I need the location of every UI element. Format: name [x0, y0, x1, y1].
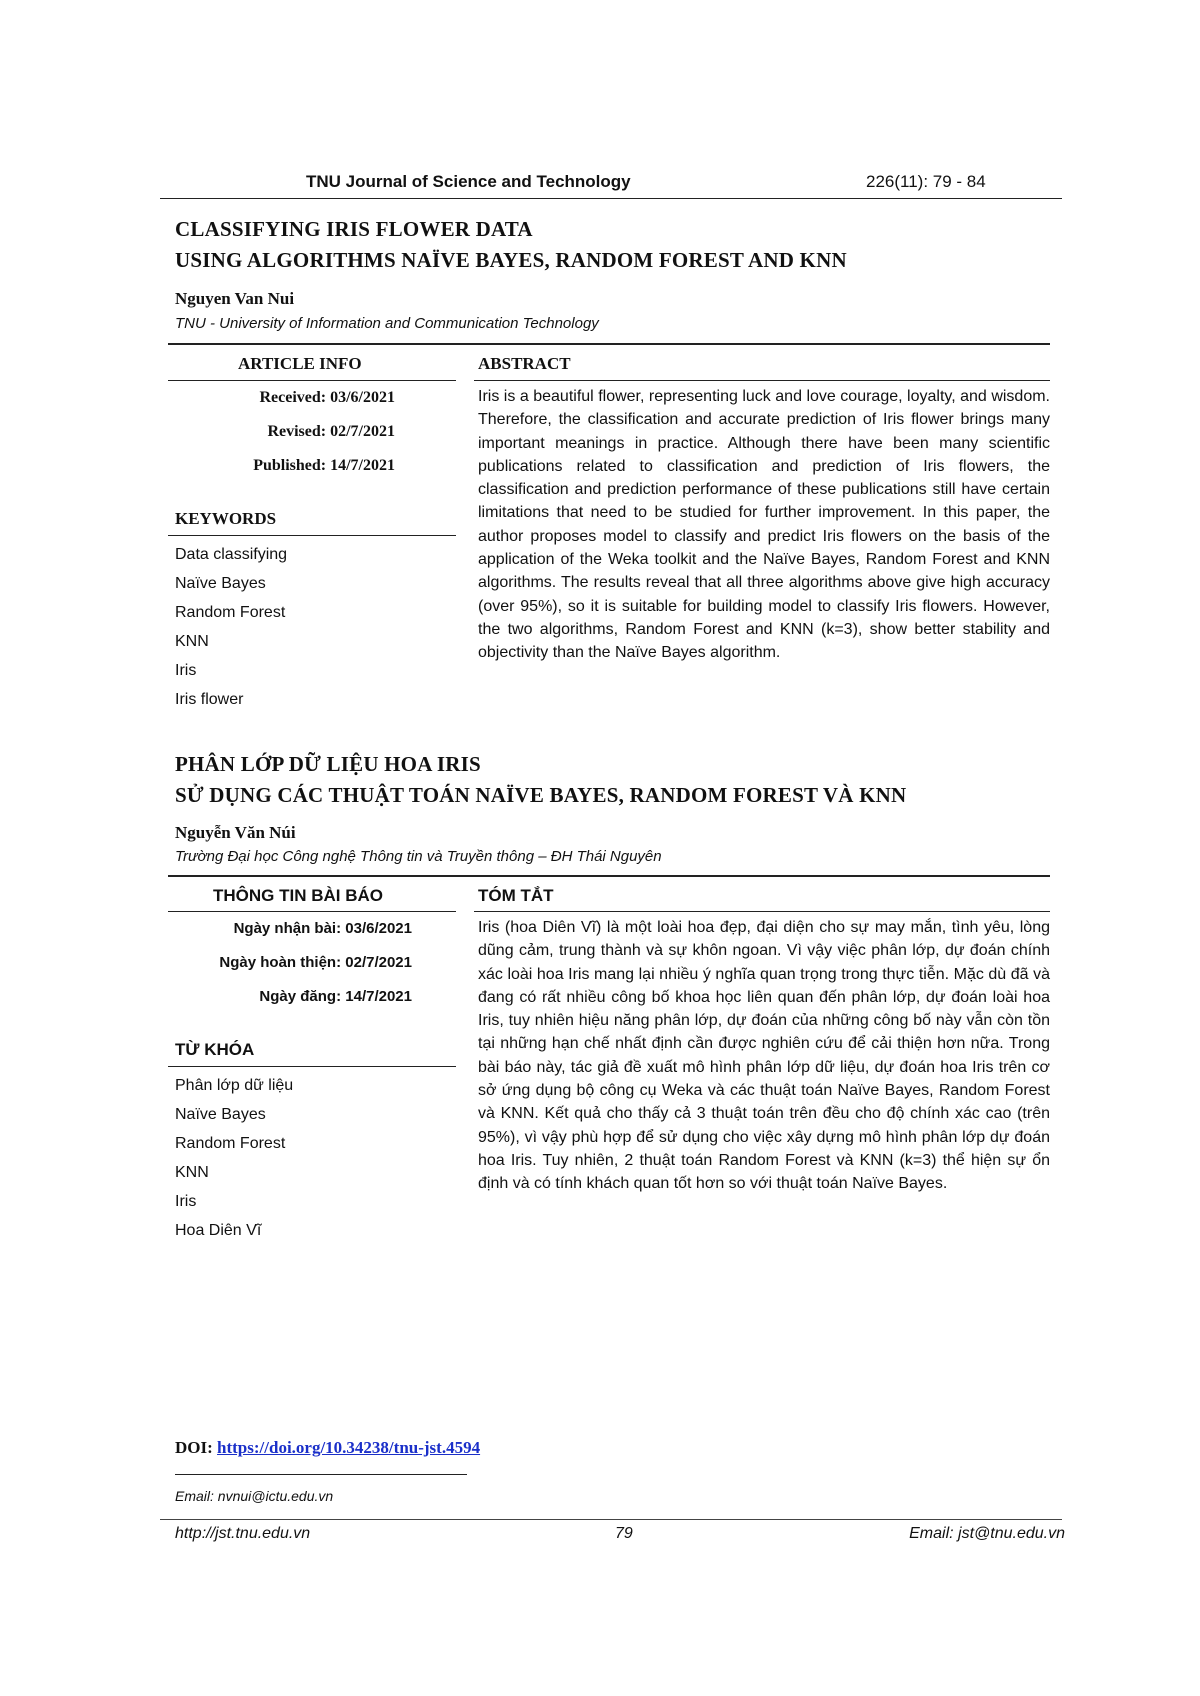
english-title-line2: USING ALGORITHMS NAÏVE BAYES, RANDOM FOREST AND KNN — [175, 248, 847, 272]
keyword-item: KNN — [175, 1164, 209, 1181]
vietnamese-dates — [175, 920, 412, 1022]
vietnamese-title — [175, 749, 906, 811]
english-dates — [175, 389, 395, 491]
vietnamese-title-line1: PHÂN LỚP DỮ LIỆU HOA IRIS — [175, 752, 481, 776]
running-header — [160, 172, 1060, 200]
english-info-top-rule — [168, 343, 1050, 345]
published-date: Published: 14/7/2021 — [253, 457, 395, 474]
english-info-subrule — [168, 380, 456, 381]
footer-email: Email: jst@tnu.edu.vn — [909, 1525, 1065, 1542]
keyword-item: Naïve Bayes — [175, 1106, 266, 1123]
vietnamese-abstract-heading: TÓM TẮT — [478, 886, 554, 905]
keyword-item: KNN — [175, 633, 209, 650]
vietnamese-article-info-heading: THÔNG TIN BÀI BÁO — [213, 886, 383, 905]
received-date: Received: 03/6/2021 — [259, 389, 395, 406]
footer-rule — [160, 1519, 1062, 1520]
page-footer — [160, 1525, 1065, 1549]
vietnamese-keywords-rule — [168, 1066, 456, 1067]
vietnamese-info-top-rule — [168, 875, 1050, 877]
vietnamese-abstract-text: Iris (hoa Diên Vĩ) là một loài hoa đẹp, đại diện cho sự may mắn, tình yêu, lòng dũng cảm, trung thành và sự khôn ngoan. Vì vậy việc phân lớp, dự đoán chính xác loài hoa Iris mang lại nhiều ý nghĩa quan trọng trong thực tiễn. Mặc dù đã và đang có rất nhiều công bố khoa học liên quan đến phân lớp, dự đoán loài hoa Iris, tuy nhiên hiệu năng phân lớp, dự đoán của những công bố này vẫn còn tồn tại những hạn chế nhất định cần được nghiên cứu để cải thiện hơn nữa. Trong bài báo này, tác giả đề xuất mô hình phân lớp dữ liệu, dự đoán hoa Iris trên cơ sở ứng dụng bộ công cụ Weka và các thuật toán Naïve Bayes, Random Forest và KNN. Kết quả cho thấy cả 3 thuật toán trên đều cho độ chính xác cao (trên 95%), vì vậy phù hợp để sử dụng cho việc xây dựng mô hình phân lớp dự đoán hoa Iris. Tuy nhiên, 2 thuật toán Random Forest và KNN (k=3) thể hiện sự ổn định và có tính khách quan tốt hơn so với thuật toán Naïve Bayes. — [478, 919, 1050, 1193]
english-abstract-heading: ABSTRACT — [478, 354, 571, 373]
revised-date: Ngày hoàn thiện: 02/7/2021 — [219, 954, 412, 971]
keyword-item: Iris flower — [175, 691, 244, 708]
keyword-item: Iris — [175, 662, 197, 679]
doi-label: DOI: — [175, 1438, 213, 1457]
doi-link[interactable]: https://doi.org/10.34238/tnu-jst.4594 — [217, 1438, 481, 1457]
vietnamese-author: Nguyễn Văn Núi — [175, 823, 296, 842]
journal-name: TNU Journal of Science and Technology — [306, 172, 631, 191]
english-author: Nguyen Van Nui — [175, 289, 295, 308]
vietnamese-info-subrule — [168, 911, 456, 912]
keyword-item: Random Forest — [175, 1135, 286, 1152]
keyword-item: Data classifying — [175, 546, 288, 563]
keyword-item: Random Forest — [175, 604, 286, 621]
english-affiliation: TNU - University of Information and Communication Technology — [175, 315, 599, 332]
english-abstract-text: Iris is a beautiful flower, representing luck and love courage, loyalty, and wisdom. Therefore, the classification and accurate prediction of Iris flower brings many important meanings in practice. Although there have been many scientific publications related to classification and prediction of Iris flowers, the classification and prediction performance of these publications still have certain limitations that need to be studied for further improvement. In this paper, the author proposes model to classify and predict Iris flowers on the basis of the application of the Weka toolkit and the Naïve Bayes, Random Forest and KNN algorithms. The results reveal that all three algorithms above give high accuracy (over 95%), so it is suitable for building model to classify Iris flowers. However, the two algorithms, Random Forest and KNN (k=3), show better stability and objectivity than the Naïve Bayes algorithm. — [478, 388, 1050, 662]
volume-pages: 226(11): 79 - 84 — [866, 172, 986, 191]
english-keywords-list — [175, 546, 287, 720]
footnote-rule — [175, 1474, 467, 1475]
author-email: Email: nvnui@ictu.edu.vn — [175, 1488, 334, 1504]
english-title-line1: CLASSIFYING IRIS FLOWER DATA — [175, 217, 533, 241]
vietnamese-title-line2: SỬ DỤNG CÁC THUẬT TOÁN NAÏVE BAYES, RANDOM FOREST VÀ KNN — [175, 783, 907, 807]
keyword-item: Naïve Bayes — [175, 575, 266, 592]
revised-date: Revised: 02/7/2021 — [267, 423, 395, 440]
english-keywords-rule — [168, 535, 456, 536]
english-keywords-heading: KEYWORDS — [175, 509, 277, 528]
published-date: Ngày đăng: 14/7/2021 — [259, 988, 412, 1005]
vietnamese-affiliation: Trường Đại học Công nghệ Thông tin và Truyền thông – ĐH Thái Nguyên — [175, 848, 662, 865]
footer-url[interactable]: http://jst.tnu.edu.vn — [175, 1525, 311, 1542]
english-abstract-subrule — [474, 380, 1050, 381]
doi-line — [175, 1438, 480, 1458]
header-rule — [160, 198, 1062, 199]
keyword-item: Iris — [175, 1193, 197, 1210]
keyword-item: Hoa Diên Vĩ — [175, 1222, 262, 1239]
english-title — [175, 214, 847, 276]
vietnamese-keywords-list — [175, 1077, 293, 1251]
vietnamese-keywords-heading: TỪ KHÓA — [175, 1040, 255, 1059]
received-date: Ngày nhận bài: 03/6/2021 — [233, 920, 412, 937]
vietnamese-abstract-subrule — [474, 911, 1050, 912]
page-number: 79 — [615, 1525, 633, 1542]
keyword-item: Phân lớp dữ liệu — [175, 1077, 294, 1094]
english-article-info-heading: ARTICLE INFO — [238, 354, 362, 373]
